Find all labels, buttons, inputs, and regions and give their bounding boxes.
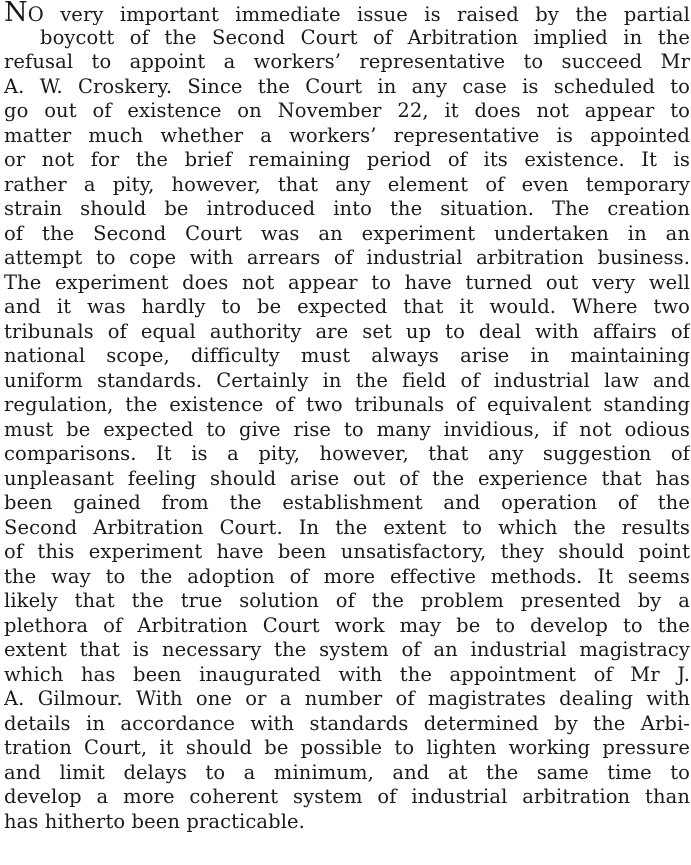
article-line: NO very important immediate issue is raised by the partial bbox=[4, 1, 690, 25]
article-line: uniform standards. Certainly in the field of industrial law and bbox=[4, 368, 690, 392]
article-line: plethora of Arbitration Court work may be to develop to the bbox=[4, 613, 690, 637]
article-line: and it was hardly to be expected that it would. Where two bbox=[4, 295, 690, 318]
article-line: the way to the adoption of more effective methods. It seems bbox=[4, 564, 690, 588]
article-line: details in accordance with standards determined by the Arbi- bbox=[4, 711, 690, 735]
article-line: Second Arbitration Court. In the extent to which the results bbox=[4, 515, 690, 539]
article-line: A. W. Croskery. Since the Court in any case is scheduled to bbox=[4, 74, 690, 98]
article-line: The experiment does not appear to have turned out very well bbox=[4, 270, 690, 294]
article-line: must be expected to give rise to many invidious, if not odious bbox=[4, 417, 690, 441]
article-line: or not for the brief remaining period of its existence. It is bbox=[4, 148, 690, 171]
article-line: comparisons. It is a pity, however, that any suggestion of bbox=[4, 442, 690, 465]
article-line: attempt to cope with arrears of industrial arbitration business. bbox=[4, 246, 690, 269]
article-line: develop a more coherent system of industrial arbitration than bbox=[4, 785, 690, 808]
article-line: boycott of the Second Court of Arbitration implied in the bbox=[40, 25, 690, 49]
article-line: matter much whether a workers’ representative is appointed bbox=[4, 123, 690, 147]
article-line: been gained from the establishment and operation of the bbox=[4, 491, 690, 514]
drop-cap: N bbox=[4, 1, 28, 25]
article-line: which has been inaugurated with the appointment of Mr J. bbox=[4, 662, 690, 686]
article-line: refusal to appoint a workers’ representative to succeed Mr bbox=[4, 50, 690, 73]
article-line: extent that is necessary the system of an industrial magistracy bbox=[4, 638, 690, 661]
article-line: tration Court, it should be possible to lighten working pressure bbox=[4, 736, 690, 759]
article-line: strain should be introduced into the situation. The creation bbox=[4, 197, 690, 220]
article-line: national scope, difficulty must always arise in maintaining bbox=[4, 344, 690, 367]
article-line: regulation, the existence of two tribunals of equivalent standing bbox=[4, 393, 690, 416]
article-line: has hitherto been practicable. bbox=[4, 809, 305, 833]
article-line: likely that the true solution of the problem presented by a bbox=[4, 589, 690, 612]
article-line: and limit delays to a minimum, and at the same time to bbox=[4, 760, 690, 784]
article-line: A. Gilmour. With one or a number of magistrates dealing with bbox=[4, 687, 690, 710]
article-line: of the Second Court was an experiment undertaken in an bbox=[4, 221, 690, 245]
article-line: of this experiment have been unsatisfactory, they should point bbox=[4, 540, 690, 563]
article-text bbox=[4, 1, 691, 863]
article-line: tribunals of equal authority are set up to deal with affairs of bbox=[4, 319, 690, 343]
article-line: go out of existence on November 22, it does not appear to bbox=[4, 99, 690, 122]
article-line: rather a pity, however, that any element of even temporary bbox=[4, 172, 690, 196]
article-line: unpleasant feeling should arise out of the experience that has bbox=[4, 466, 690, 490]
